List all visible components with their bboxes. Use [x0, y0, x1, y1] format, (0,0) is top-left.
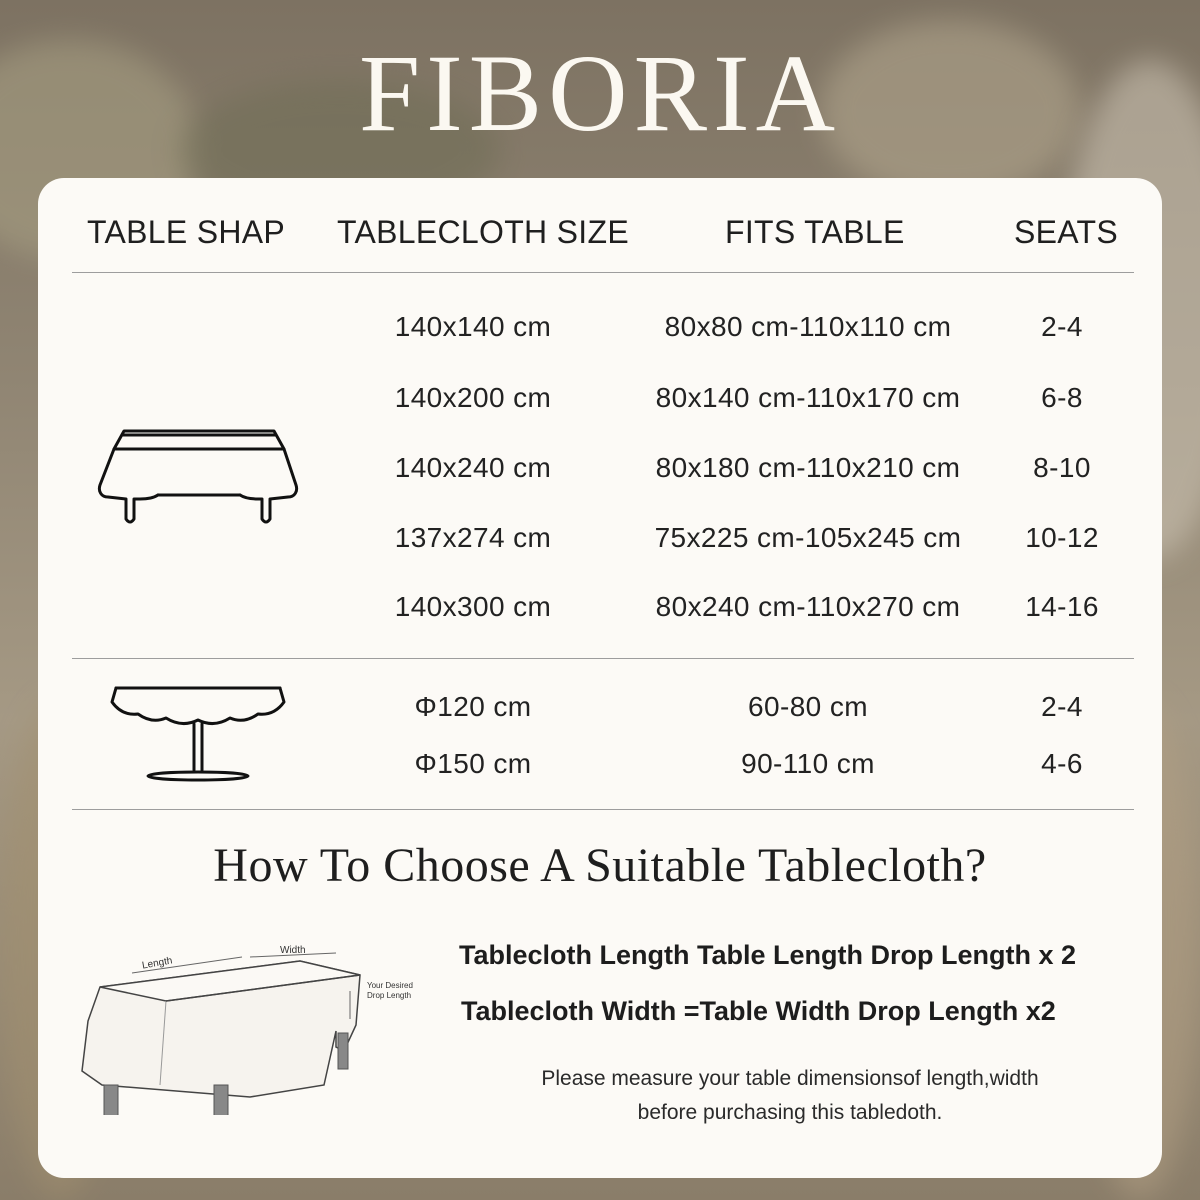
rect-fits-2: 80x140 cm-110x170 cm: [655, 382, 961, 413]
rect-size-5: 140x300 cm: [394, 591, 552, 622]
rect-seats-3: 8-10: [1033, 452, 1091, 483]
header-fits-table: FITS TABLE: [725, 214, 905, 250]
rect-seats-1: 2-4: [1041, 311, 1083, 342]
rectangular-table-icon: [96, 425, 302, 536]
header-seats: SEATS: [1014, 214, 1119, 250]
formula-width: Tablecloth Width =Table Width Drop Length x2: [461, 996, 1056, 1026]
rect-seats-5: 14-16: [1025, 591, 1099, 622]
brand-logo: FIBORIA: [358, 32, 842, 154]
header-tablecloth-size: TABLECLOTH SIZE: [337, 214, 629, 250]
round-size-2: Φ150 cm: [414, 748, 532, 779]
divider: [72, 658, 1134, 659]
divider: [72, 809, 1134, 810]
table-measurement-diagram: [74, 935, 434, 1120]
round-size-1: Φ120 cm: [414, 691, 532, 722]
round-table-icon: [108, 680, 288, 789]
rect-fits-5: 80x240 cm-110x270 cm: [655, 591, 961, 622]
drop-label-2: Drop Length: [367, 991, 412, 1000]
rect-fits-3: 80x180 cm-110x210 cm: [655, 452, 961, 483]
rect-size-2: 140x200 cm: [394, 382, 552, 413]
round-fits-2: 90-110 cm: [741, 748, 875, 779]
rect-size-4: 137x274 cm: [394, 522, 552, 553]
header-table-shape: TABLE SHAP: [87, 214, 286, 250]
drop-label-1: Your Desired: [367, 981, 413, 990]
note-line-1: Please measure your table dimensionsof length,width: [541, 1067, 1039, 1090]
length-label: Length: [141, 955, 174, 972]
formula-length: Tablecloth Length Table Length Drop Length x 2: [459, 940, 1076, 970]
divider: [72, 272, 1134, 273]
rect-seats-4: 10-12: [1025, 522, 1099, 553]
note-line-2: before purchasing this tabledoth.: [637, 1101, 943, 1124]
round-seats-2: 4-6: [1041, 748, 1083, 779]
width-label: Width: [280, 945, 306, 956]
rect-size-1: 140x140 cm: [394, 311, 552, 342]
rect-size-3: 140x240 cm: [394, 452, 552, 483]
rect-fits-1: 80x80 cm-110x110 cm: [664, 311, 952, 342]
howto-title: How To Choose A Suitable Tablecloth?: [213, 839, 987, 892]
round-fits-1: 60-80 cm: [748, 691, 868, 722]
round-seats-1: 2-4: [1041, 691, 1083, 722]
rect-seats-2: 6-8: [1041, 382, 1083, 413]
rect-fits-4: 75x225 cm-105x245 cm: [654, 522, 962, 553]
